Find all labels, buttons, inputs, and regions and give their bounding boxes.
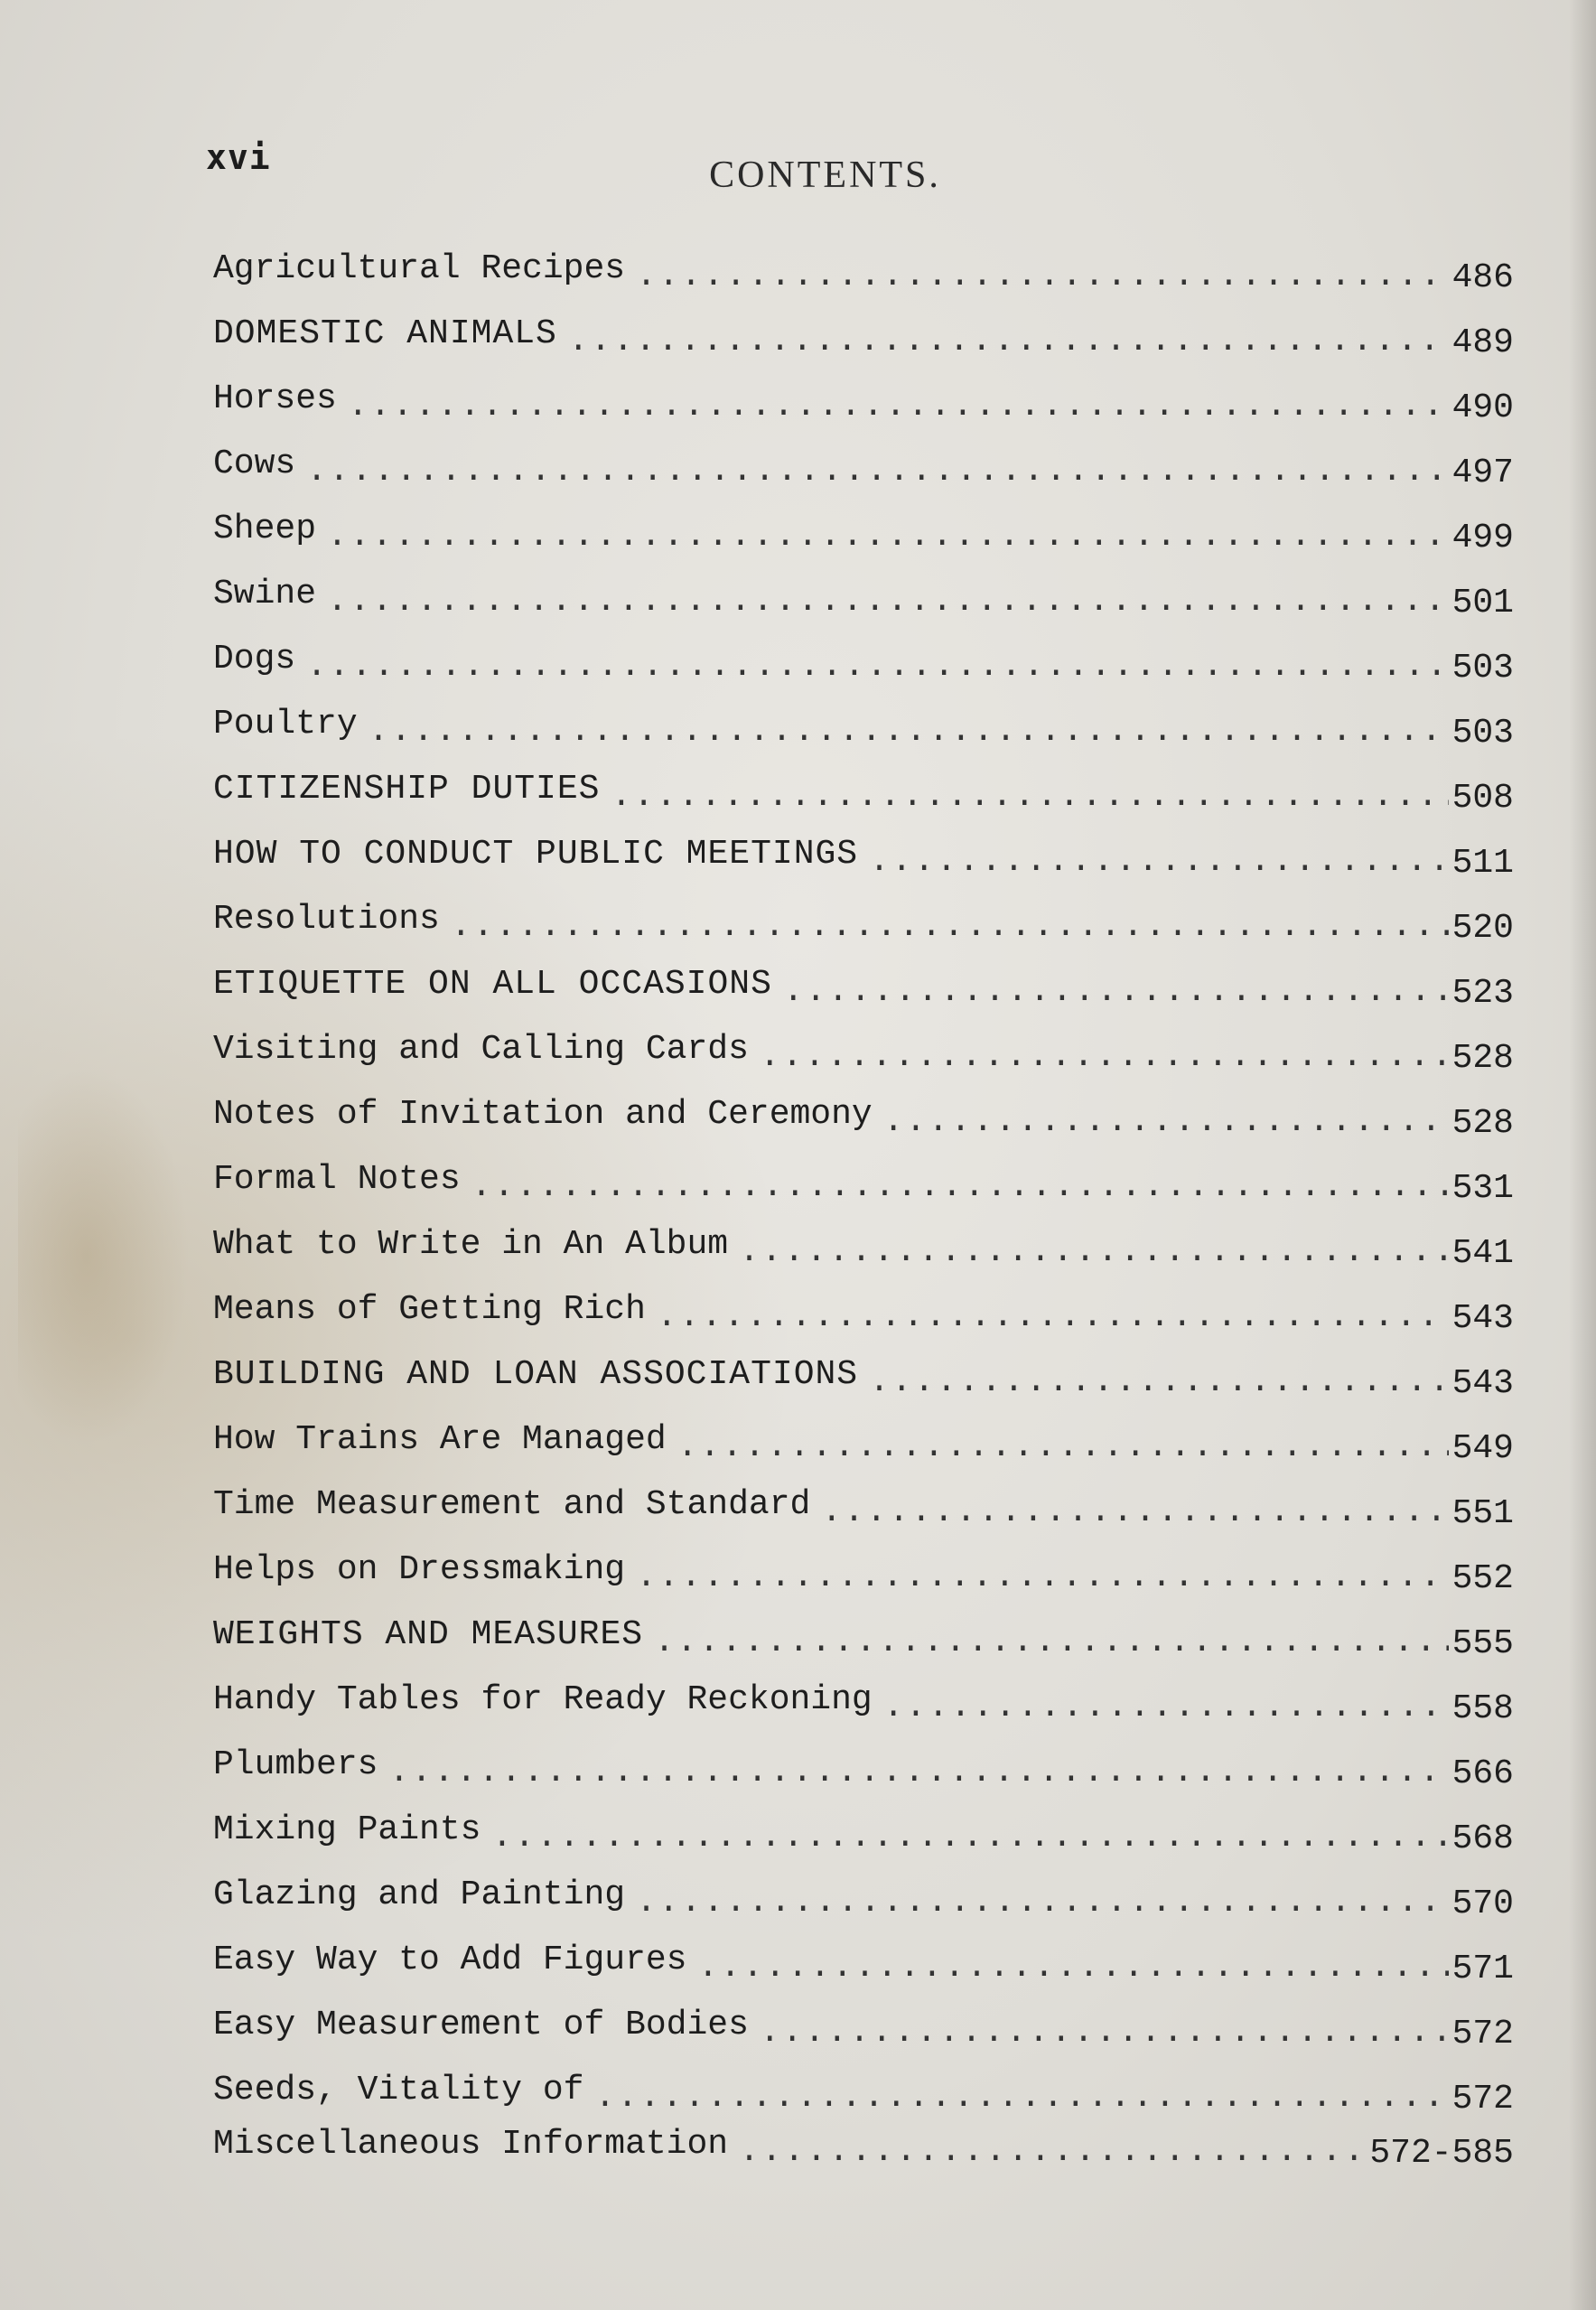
entry-page: 543	[1451, 1299, 1514, 1338]
entry-page: 549	[1451, 1429, 1514, 1468]
contents-entry	[213, 1720, 1514, 1793]
entry-title: Swine	[213, 575, 317, 613]
entry-page: 501	[1451, 584, 1514, 622]
contents-entry	[213, 1785, 1514, 1858]
contents-entry	[213, 679, 1514, 753]
entry-page: 490	[1451, 388, 1514, 427]
entry-page: 497	[1451, 454, 1514, 492]
entry-page: 572	[1451, 2080, 1514, 2118]
contents-entry	[213, 1525, 1514, 1598]
contents-entry	[213, 2110, 1514, 2173]
entry-title: How Trains Are Managed	[213, 1420, 667, 1459]
entry-page: 489	[1451, 323, 1514, 362]
entry-title: Dogs	[213, 640, 296, 678]
contents-entry	[213, 1655, 1514, 1728]
contents-entry	[213, 1330, 1514, 1403]
entry-title: Horses	[213, 379, 337, 418]
page-title: CONTENTS.	[709, 154, 941, 196]
contents-entry	[213, 1265, 1514, 1338]
page-edge-shadow	[1569, 0, 1596, 2310]
contents-entry	[213, 1070, 1514, 1143]
page-stain	[18, 1066, 190, 1445]
entry-title: BUILDING AND LOAN ASSOCIATIONS	[213, 1355, 859, 1394]
entry-title: Formal Notes	[213, 1160, 461, 1199]
entry-page: 499	[1451, 519, 1514, 557]
entry-title: DOMESTIC ANIMALS	[213, 314, 557, 353]
contents-entry	[213, 1135, 1514, 1208]
entry-title: ETIQUETTE ON ALL OCCASIONS	[213, 965, 772, 1004]
contents-entry	[213, 354, 1514, 427]
entry-page: 508	[1451, 779, 1514, 818]
entry-title: Glazing and Painting	[213, 1875, 626, 1914]
entry-title: Means of Getting Rich	[213, 1290, 646, 1329]
entry-page: 568	[1451, 1819, 1514, 1858]
contents-entry	[213, 1395, 1514, 1468]
contents-entry	[213, 419, 1514, 492]
entry-page: 523	[1451, 974, 1514, 1013]
entry-title: Miscellaneous Information	[213, 2125, 729, 2164]
entry-page: 528	[1451, 1104, 1514, 1143]
contents-entry	[213, 744, 1514, 818]
entry-page: 531	[1451, 1169, 1514, 1208]
entry-title: Helps on Dressmaking	[213, 1550, 626, 1589]
contents-entry	[213, 614, 1514, 687]
entry-title: CITIZENSHIP DUTIES	[213, 770, 601, 809]
entry-title: Cows	[213, 444, 296, 483]
entry-title: Visiting and Calling Cards	[213, 1030, 749, 1069]
contents-entry	[213, 289, 1514, 362]
entry-page: 503	[1451, 649, 1514, 687]
contents-entry	[213, 224, 1514, 297]
entry-page: 572	[1451, 2015, 1514, 2053]
entry-title: Seeds, Vitality of	[213, 2071, 584, 2109]
contents-entry	[213, 1980, 1514, 2053]
contents-entry	[213, 549, 1514, 622]
contents-entry	[213, 809, 1514, 883]
entry-title: Easy Way to Add Figures	[213, 1941, 687, 1979]
contents-entry	[213, 1915, 1514, 1988]
entry-title: Sheep	[213, 510, 317, 548]
contents-entry	[213, 1460, 1514, 1533]
contents-entry	[213, 484, 1514, 557]
entry-page: 570	[1451, 1884, 1514, 1923]
entry-page: 571	[1451, 1950, 1514, 1988]
entry-title: Notes of Invitation and Ceremony	[213, 1095, 873, 1134]
entry-page: 511	[1451, 844, 1514, 883]
contents-entry	[213, 2045, 1514, 2118]
entry-page: 528	[1451, 1039, 1514, 1078]
entry-page: 552	[1451, 1559, 1514, 1598]
entry-title: Easy Measurement of Bodies	[213, 2006, 749, 2044]
entry-title: Time Measurement and Standard	[213, 1485, 811, 1524]
entry-page: 541	[1451, 1234, 1514, 1273]
contents-entry	[213, 1590, 1514, 1663]
entry-title: Mixing Paints	[213, 1810, 481, 1849]
entry-page: 520	[1451, 909, 1514, 948]
contents-list	[213, 224, 1514, 2173]
dot-leader	[739, 2132, 1366, 2172]
contents-entry	[213, 874, 1514, 948]
entry-page: 486	[1451, 258, 1514, 297]
entry-page: 551	[1451, 1494, 1514, 1533]
entry-title: Plumbers	[213, 1745, 378, 1784]
contents-entry	[213, 940, 1514, 1013]
entry-title: WEIGHTS AND MEASURES	[213, 1615, 644, 1654]
entry-title: HOW TO CONDUCT PUBLIC MEETINGS	[213, 835, 859, 874]
entry-page: 558	[1451, 1689, 1514, 1728]
contents-entry	[213, 1200, 1514, 1273]
entry-title: What to Write in An Album	[213, 1225, 729, 1264]
contents-entry	[213, 1005, 1514, 1078]
entry-title: Poultry	[213, 705, 358, 744]
entry-page: 543	[1451, 1364, 1514, 1403]
entry-title: Resolutions	[213, 900, 440, 939]
entry-page: 566	[1451, 1754, 1514, 1793]
entry-title: Handy Tables for Ready Reckoning	[213, 1680, 873, 1719]
page-number: xvi	[206, 137, 271, 177]
entry-title: Agricultural Recipes	[213, 249, 626, 288]
entry-page: 555	[1451, 1624, 1514, 1663]
entry-page: 572-585	[1369, 2134, 1514, 2173]
entry-page: 503	[1451, 714, 1514, 753]
contents-entry	[213, 1850, 1514, 1923]
